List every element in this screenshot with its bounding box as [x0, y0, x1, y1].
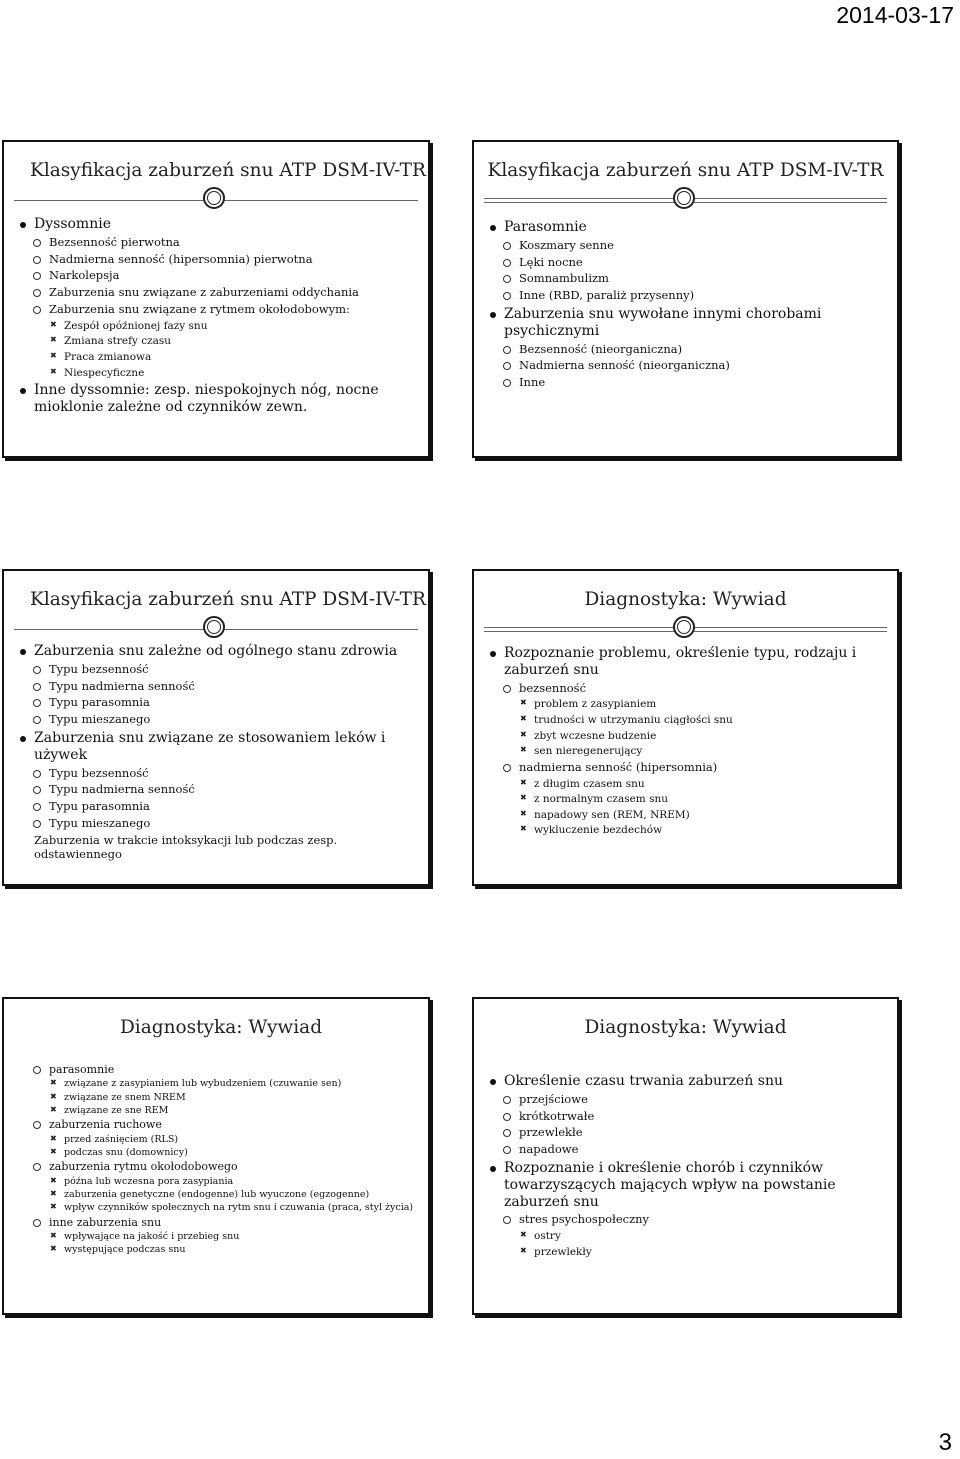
bullet-level-2: Typu bezsenność: [18, 767, 422, 781]
bullet-level-2: zaburzenia ruchowe: [18, 1118, 422, 1131]
bullet-level-2: przejściowe: [488, 1093, 891, 1107]
circle-ornament-icon: [203, 616, 225, 638]
bullet-level-2: krótkotrwałe: [488, 1110, 891, 1124]
bullet-level-2: Typu nadmierna senność: [18, 783, 422, 797]
circle-ornament-icon: [673, 187, 695, 209]
bullet-level-2: Zaburzenia snu związane z zaburzeniami oddychania: [18, 286, 422, 300]
bullet-level-2: Lęki nocne: [488, 256, 891, 270]
bullet-level-1: Zaburzenia snu związane ze stosowaniem leków i używek: [18, 730, 422, 764]
bullet-level-2: parasomnie: [18, 1063, 422, 1076]
bullet-level-2: stres psychospołeczny: [488, 1213, 891, 1227]
bullet-level-1: Parasomnie: [488, 219, 891, 236]
slide-body: [18, 214, 422, 418]
slide-title: Klasyfikacja zaburzeń snu ATP DSM-IV-TR: [487, 160, 884, 181]
slide-body: [18, 1061, 422, 1258]
slide-2: [472, 140, 899, 458]
bullet-level-3: ✖ późna lub wczesna pora zasypiania: [18, 1176, 422, 1187]
bullet-level-3: ✖ Zespół opóźnionej fazy snu: [18, 320, 422, 333]
bullet-level-2: Typu parasomnia: [18, 696, 422, 710]
bullet-level-3: ✖ z normalnym czasem snu: [488, 793, 891, 806]
bullet-level-3: ✖ Niespecyficzne: [18, 367, 422, 380]
bullet-level-2: zaburzenia rytmu okołodobowego: [18, 1160, 422, 1173]
bullet-level-1: Określenie czasu trwania zaburzeń snu: [488, 1073, 891, 1090]
bullet-level-2: Inne (RBD, paraliż przysenny): [488, 289, 891, 303]
slide-body: [18, 641, 422, 861]
slide-title: Diagnostyka: Wywiad: [119, 1017, 323, 1038]
bullet-level-2: Inne: [488, 376, 891, 390]
bullet-level-1: Rozpoznanie problemu, określenie typu, rodzaju i zaburzeń snu: [488, 645, 891, 679]
circle-ornament-icon: [203, 187, 225, 209]
bullet-level-3: ✖ podczas snu (domownicy): [18, 1147, 422, 1158]
bullet-level-1: Rozpoznanie i określenie chorób i czynników towarzyszących mających wpływ na powstanie zaburzeń snu: [488, 1160, 891, 1210]
bullet-level-3: ✖ problem z zasypianiem: [488, 698, 891, 711]
slide-6: [472, 997, 899, 1315]
slide-5: [2, 997, 430, 1315]
bullet-level-2: Typu parasomnia: [18, 800, 422, 814]
bullet-level-3: ✖ sen nieregenerujący: [488, 745, 891, 758]
bullet-level-2: przewlekłe: [488, 1126, 891, 1140]
bullet-level-3: ✖ trudności w utrzymaniu ciągłości snu: [488, 714, 891, 727]
bullet-level-3: ✖ z długim czasem snu: [488, 778, 891, 791]
bullet-level-2: Narkolepsja: [18, 269, 422, 283]
note-text: Zaburzenia w trakcie intoksykacji lub podczas zesp. odstawiennego: [34, 832, 338, 861]
slide-3: [2, 569, 430, 886]
bullet-level-3: ✖ wykluczenie bezdechów: [488, 824, 891, 837]
bullet-level-2: Bezsenność pierwotna: [18, 236, 422, 250]
slide-1: [2, 140, 430, 458]
bullet-level-1: Inne dyssomnie: zesp. niespokojnych nóg, nocne mioklonie zależne od czynników zewn.: [18, 382, 422, 416]
bullet-level-2: Zaburzenia snu związane z rytmem okołodobowym:: [18, 303, 422, 317]
bullet-level-3: ✖ zbyt wczesne budzenie: [488, 730, 891, 743]
page-number: 3: [938, 1429, 952, 1456]
slide-4: [472, 569, 899, 886]
document-date: 2014-03-17: [836, 2, 954, 28]
bullet-level-3: ✖ przed zaśnięciem (RLS): [18, 1134, 422, 1145]
bullet-level-3: ✖ związane z zasypianiem lub wybudzeniem (czuwanie sen): [18, 1078, 422, 1089]
bullet-level-2: nadmierna senność (hipersomnia): [488, 761, 891, 775]
bullet-level-1: Zaburzenia snu wywołane innymi chorobami psychicznymi: [488, 306, 891, 340]
slide-title: Diagnostyka: Wywiad: [584, 589, 787, 610]
bullet-level-1: Zaburzenia snu zależne od ogólnego stanu zdrowia: [18, 643, 422, 660]
bullet-level-3: ✖ przewlekły: [488, 1246, 891, 1259]
bullet-level-3: ✖ zaburzenia genetyczne (endogenne) lub wyuczone (egzogenne): [18, 1189, 422, 1200]
slide-title: Diagnostyka: Wywiad: [584, 1017, 787, 1038]
bullet-level-2: Typu mieszanego: [18, 817, 422, 831]
bullet-level-2: Typu mieszanego: [18, 713, 422, 727]
bullet-level-3: ✖ Praca zmianowa: [18, 351, 422, 364]
bullet-level-1: Dyssomnie: [18, 216, 422, 233]
bullet-level-3: ✖ związane ze snem NREM: [18, 1092, 422, 1103]
slide-body: [488, 1071, 891, 1261]
bullet-level-2: Typu bezsenność: [18, 663, 422, 677]
bullet-level-2: Nadmierna senność (hipersomnia) pierwotna: [18, 253, 422, 267]
bullet-level-2: inne zaburzenia snu: [18, 1216, 422, 1229]
bullet-level-2: Koszmary senne: [488, 239, 891, 253]
bullet-level-2: napadowe: [488, 1143, 891, 1157]
bullet-level-2: Typu nadmierna senność: [18, 680, 422, 694]
bullet-level-3: ✖ związane ze sne REM: [18, 1105, 422, 1116]
bullet-level-3: ✖ napadowy sen (REM, NREM): [488, 809, 891, 822]
slide-body: [488, 643, 891, 840]
bullet-level-3: ✖ wpływające na jakość i przebieg snu: [18, 1231, 422, 1242]
slide-title: Klasyfikacja zaburzeń snu ATP DSM-IV-TR: [30, 589, 426, 610]
slide-body: [488, 217, 891, 393]
bullet-level-3: ✖ występujące podczas snu: [18, 1244, 422, 1255]
bullet-level-2: Bezsenność (nieorganiczna): [488, 343, 891, 357]
circle-ornament-icon: [673, 616, 695, 638]
bullet-level-3: ✖ Zmiana strefy czasu: [18, 335, 422, 348]
slide-title: Klasyfikacja zaburzeń snu ATP DSM-IV-TR: [30, 160, 426, 181]
bullet-level-2: Somnambulizm: [488, 272, 891, 286]
bullet-level-2: Nadmierna senność (nieorganiczna): [488, 359, 891, 373]
bullet-level-3: ✖ ostry: [488, 1230, 891, 1243]
bullet-level-2: bezsenność: [488, 682, 891, 696]
bullet-level-3: ✖ wpływ czynników społecznych na rytm snu i czuwania (praca, styl życia): [18, 1202, 422, 1213]
